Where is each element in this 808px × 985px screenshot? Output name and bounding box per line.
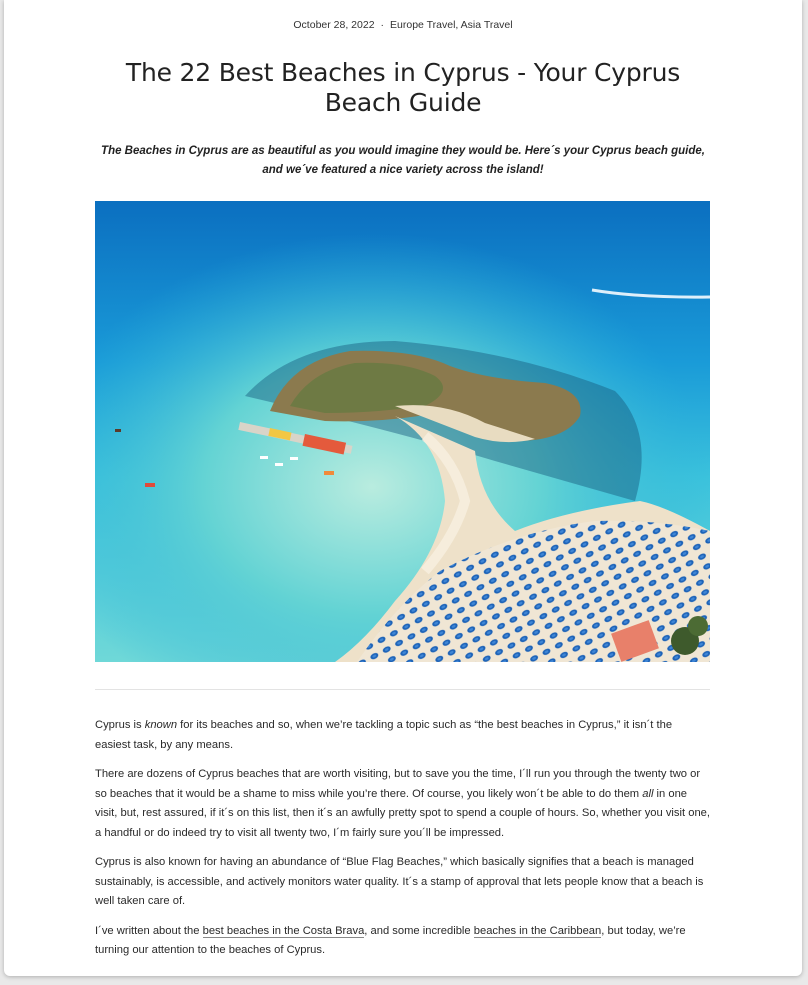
paragraph-3: Cyprus is also known for having an abundance of “Blue Flag Beaches,” which basically signifies that a beach is managed sustainably, is accessible, and actively monitors water quality. It´s a stamp of approval that lets people know that a beach is well taken care of. xyxy=(95,856,704,907)
paragraph-2: There are dozens of Cyprus beaches that are worth visiting, but to save you the time, I´ll run you through the twenty two or so beaches that it would be a shame to miss while you’re there. Of course, you likely won´t be able to do them all in one visit, but, rest assured, if it´s on this list, then it´s an awfully pretty spot to spend a couple of hours. So, whether you visit one, a handful or do indeed try to visit all twenty two, I´m fairly sure you´ll be impressed. xyxy=(95,768,710,839)
article-card xyxy=(4,0,802,976)
paragraph-4: I´ve written about the best beaches in the Costa Brava, and some incredible beaches in the Caribbean, but today, we’re turning our attention to the beaches of Cyprus. xyxy=(95,924,686,956)
post-date: October 28, 2022 xyxy=(293,19,375,31)
beach-aerial-photo-icon xyxy=(95,201,710,662)
paragraph-1: Cyprus is known for its beaches and so, when we’re tackling a topic such as “the best beaches in Cyprus,” it isn´t the easiest task, by any means. xyxy=(95,719,673,751)
link-caribbean-beaches[interactable]: beaches in the Caribbean xyxy=(473,924,602,937)
link-costa-brava-beaches[interactable]: best beaches in the Costa Brava xyxy=(202,924,365,937)
category-link-europe[interactable]: Europe Travel xyxy=(390,19,456,31)
post-meta: October 28, 2022 · Europe Travel, Asia Travel xyxy=(293,19,513,31)
article-lede: The Beaches in Cyprus are as beautiful as you would imagine they would be. Here´s your Cyprus beach guide, and we´ve featured a nice variety across the island! xyxy=(101,145,705,176)
divider xyxy=(95,689,710,690)
category-link-asia[interactable]: Asia Travel xyxy=(460,19,513,31)
article-body xyxy=(95,716,710,971)
hero-image xyxy=(95,201,710,662)
meta-separator: · xyxy=(380,19,385,31)
page-title: The 22 Best Beaches in Cyprus - Your Cyprus Beach Guide xyxy=(125,58,681,117)
